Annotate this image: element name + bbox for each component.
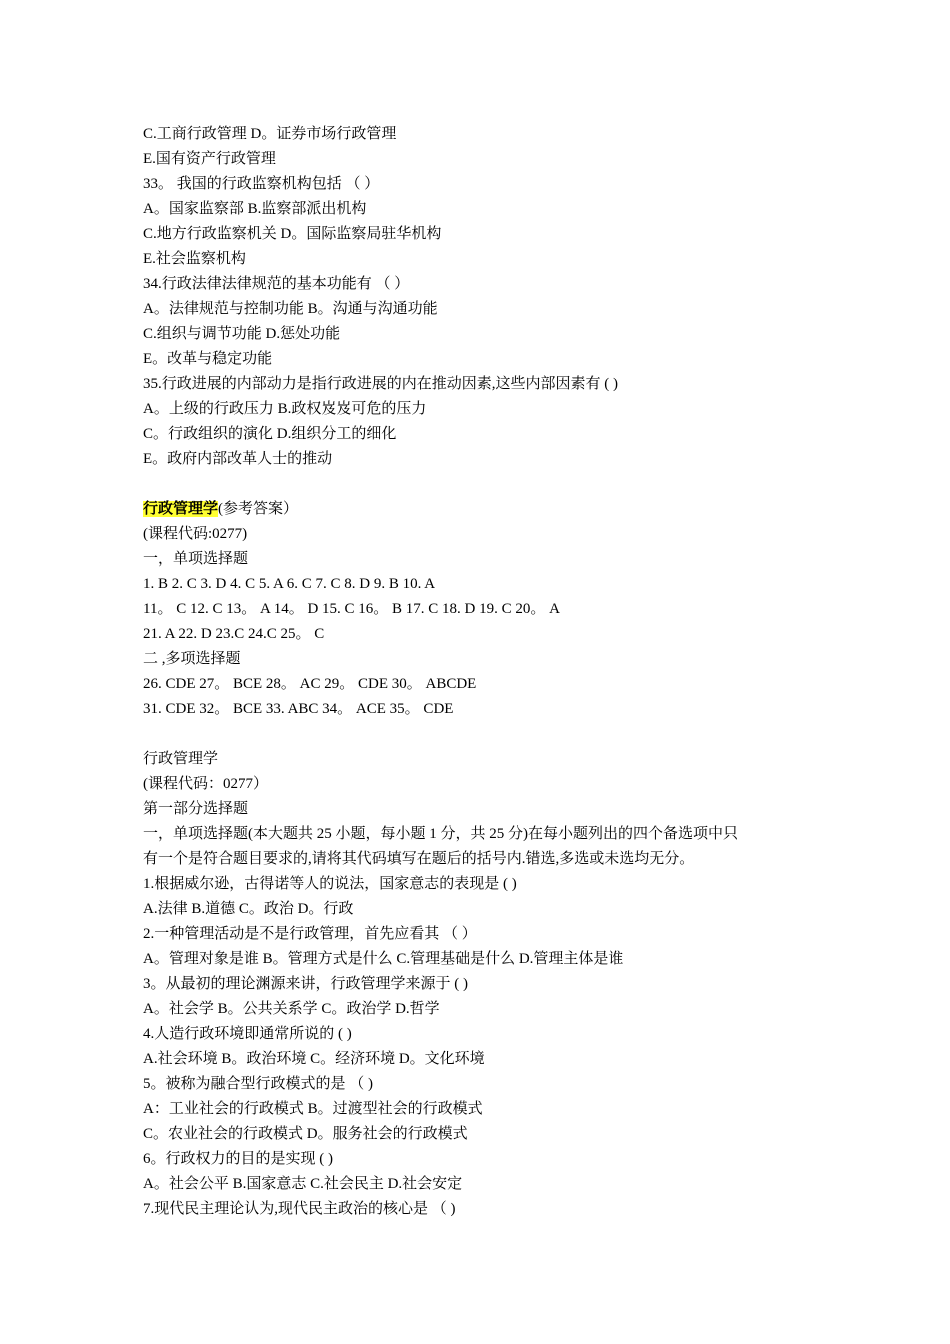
options: A。社会学 B。公共关系学 C。政治学 D.哲学 (143, 1001, 440, 1017)
spacer (143, 472, 823, 497)
title-suffix: (参考答案） (218, 501, 299, 517)
exam-section (143, 747, 823, 1222)
answer-line: 1. B 2. C 3. D 4. C 5. A 6. C 7. C 8. D 9. B 10. A (143, 576, 436, 592)
question-3: 3。从最初的理论渊源来讲，行政管理学来源于 ( ) (143, 976, 468, 992)
answer-line: 11。 C 12. C 13。 A 14。 D 15. C 16。 B 17. C 18. D 19. C 20。 A (143, 601, 560, 617)
question-35: 35.行政进展的内部动力是指行政进展的内在推动因素,这些内部因素有 ( ) (143, 376, 618, 392)
question-4: 4.人造行政环境即通常所说的 ( ) (143, 1026, 352, 1042)
course-code: (课程代码：0277） (143, 776, 268, 792)
exam-title: 行政管理学 (143, 751, 219, 767)
answer-line: 31. CDE 32。 BCE 33. ABC 34。 ACE 35。 CDE (143, 701, 454, 717)
spacer (143, 722, 823, 747)
options: A.社会环境 B。政治环境 C。经济环境 D。文化环境 (143, 1051, 485, 1067)
text-line: E。政府内部改革人士的推动 (143, 451, 333, 467)
text-line: A。上级的行政压力 B.政权岌岌可危的压力 (143, 401, 427, 417)
instructions: 有一个是符合题目要求的,请将其代码填写在题后的括号内.错选,多选或未选均无分。 (143, 851, 695, 867)
text-line: C.工商行政管理 D。证券市场行政管理 (143, 126, 397, 142)
text-line: A。国家监察部 B.监察部派出机构 (143, 201, 367, 217)
question-33: 33。 我国的行政监察机构包括 （ ） (143, 176, 380, 192)
instructions: 一，单项选择题(本大题共 25 小题，每小题 1 分，共 25 分)在每小题列出的四个备选项中只 (143, 826, 738, 842)
text-line: C.组织与调节功能 D.惩处功能 (143, 326, 341, 342)
question-1: 1.根据威尔逊，古得诺等人的说法，国家意志的表现是 ( ) (143, 876, 517, 892)
highlighted-title: 行政管理学 (143, 501, 219, 517)
text-line: A。法律规范与控制功能 B。沟通与沟通功能 (143, 301, 438, 317)
answer-key-section (143, 497, 823, 722)
answer-line: 21. A 22. D 23.C 24.C 25。 C (143, 626, 325, 642)
part-heading: 第一部分选择题 (143, 801, 249, 817)
text-line: E.国有资产行政管理 (143, 151, 276, 167)
question-34: 34.行政法律法律规范的基本功能有 （ ） (143, 276, 410, 292)
question-6: 6。行政权力的目的是实现 ( ) (143, 1151, 333, 1167)
course-code: (课程代码:0277) (143, 526, 248, 542)
answer-line: 26. CDE 27。 BCE 28。 AC 29。 CDE 30。 ABCDE (143, 676, 477, 692)
options: A：工业社会的行政模式 B。过渡型社会的行政模式 (143, 1101, 483, 1117)
question-block-continued (143, 122, 823, 472)
text-line: C。行政组织的演化 D.组织分工的细化 (143, 426, 397, 442)
text-line: E。改革与稳定功能 (143, 351, 273, 367)
section-heading: 二 ,多项选择题 (143, 651, 241, 667)
options: A。管理对象是谁 B。管理方式是什么 C.管理基础是什么 D.管理主体是谁 (143, 951, 624, 967)
section-heading: 一，单项选择题 (143, 551, 249, 567)
answer-key-title (143, 497, 823, 522)
question-2: 2.一种管理活动是不是行政管理，首先应看其 （ ） (143, 926, 477, 942)
options: A.法律 B.道德 C。政治 D。行政 (143, 901, 354, 917)
text-line: C.地方行政监察机关 D。国际监察局驻华机构 (143, 226, 442, 242)
document-page (143, 122, 823, 1222)
question-5: 5。被称为融合型行政模式的是 （ ) (143, 1076, 373, 1092)
options: C。农业社会的行政模式 D。服务社会的行政模式 (143, 1126, 468, 1142)
question-7: 7.现代民主理论认为,现代民主政治的核心是 （ ) (143, 1201, 456, 1217)
text-line: E.社会监察机构 (143, 251, 246, 267)
options: A。社会公平 B.国家意志 C.社会民主 D.社会安定 (143, 1176, 463, 1192)
